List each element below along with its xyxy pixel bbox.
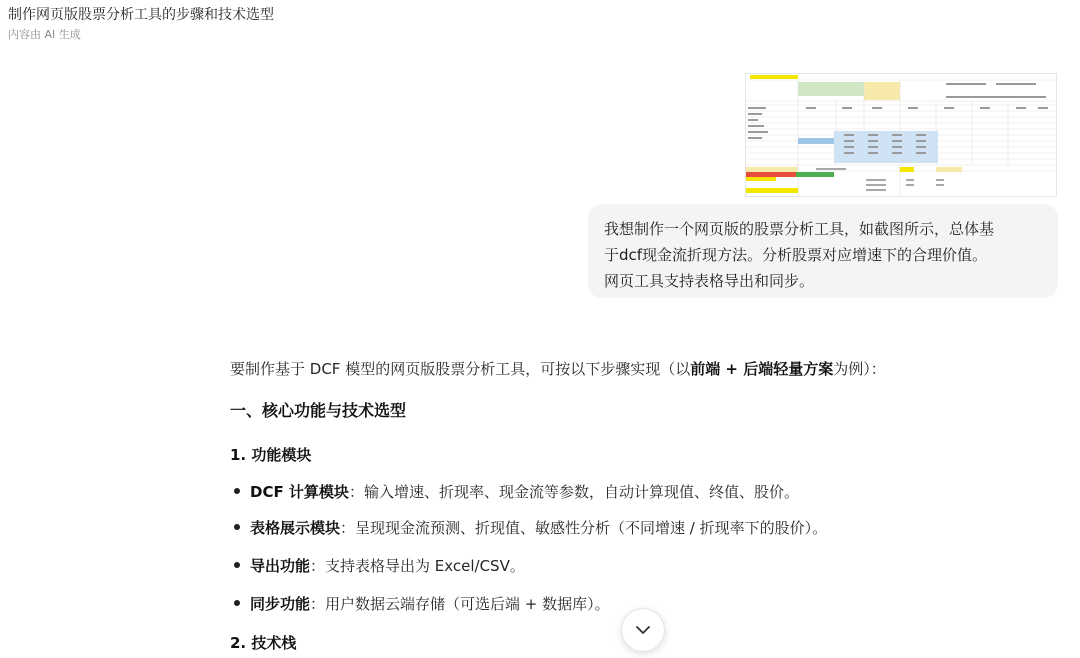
user-message-bubble: [588, 204, 1058, 298]
user-message-line: 网页工具支持表格导出和同步。: [604, 272, 815, 290]
bullet-icon: [234, 488, 240, 494]
intro-text: 要制作基于 DCF 模型的网页版股票分析工具，可按以下步骤实现（以: [230, 360, 691, 378]
list-item: [230, 555, 525, 576]
list-item: [230, 517, 827, 538]
list-item-text: ：支持表格导出为 Excel/CSV。: [310, 557, 525, 575]
list-item-text: ：用户数据云端存储（可选后端 + 数据库）。: [310, 595, 610, 613]
list-item-text: ：输入增速、折现率、现金流等参数，自动计算现值、终值、股价。: [348, 483, 799, 501]
section-heading: 一、核心功能与技术选型: [230, 401, 407, 420]
list-item: [230, 481, 799, 502]
list-item-label: 同步功能: [250, 595, 311, 613]
intro-bold-text: 前端 + 后端轻量方案: [690, 360, 834, 378]
list-item-label: 表格展示模块: [250, 519, 341, 537]
answer-intro: [230, 358, 886, 379]
list-item-label: DCF 计算模块: [250, 483, 349, 501]
intro-text-suffix: 为例）：: [833, 360, 886, 378]
chevron-down-icon: [634, 621, 652, 639]
user-message-line: 于dcf现金流折现方法。分析股票对应增速下的合理价值。: [604, 246, 988, 264]
bullet-icon: [234, 600, 240, 606]
bullet-icon: [234, 562, 240, 568]
list-item: [230, 593, 610, 614]
subsection-heading: 2. 技术栈: [230, 634, 297, 652]
list-item-text: ：呈现现金流预测、折现值、敏感性分析（不同增速 / 折现率下的股价）。: [340, 519, 828, 537]
bullet-icon: [234, 524, 240, 530]
spreadsheet-screenshot-thumbnail[interactable]: [745, 73, 1057, 197]
scroll-to-bottom-button[interactable]: [621, 608, 665, 652]
subsection-heading: 1. 功能模块: [230, 446, 312, 464]
spreadsheet-image: [746, 74, 1056, 196]
user-message-line: 我想制作一个网页版的股票分析工具，如截图所示，总体基: [604, 220, 995, 238]
list-item-label: 导出功能: [250, 557, 311, 575]
ai-generated-note: 内容由 AI 生成: [8, 28, 81, 41]
page-title: 制作网页版股票分析工具的步骤和技术选型: [8, 7, 274, 23]
